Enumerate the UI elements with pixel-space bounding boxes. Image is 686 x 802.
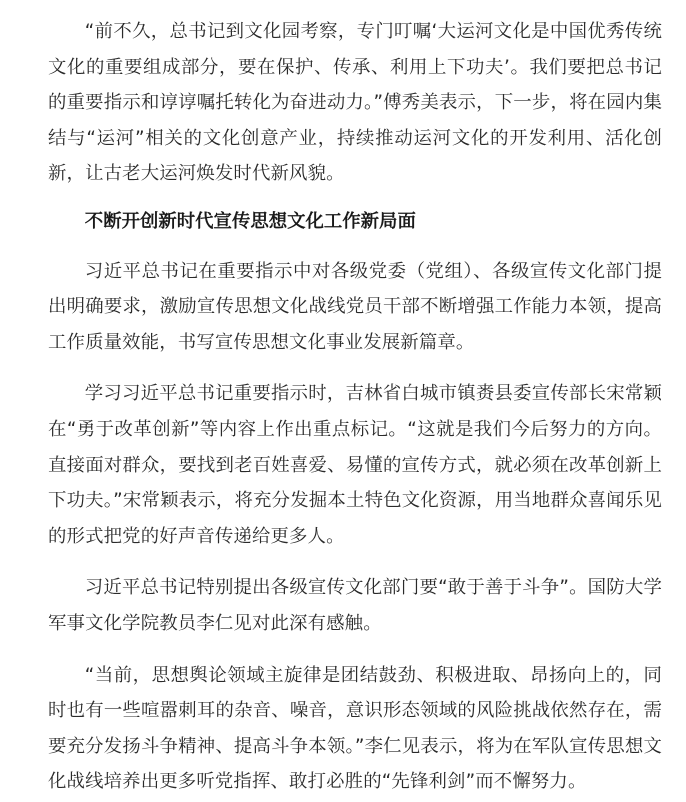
paragraph-3: 学习习近平总书记重要指示时，吉林省白城市镇赉县委宣传部长宋常颖在“勇于改革创新”等内容上作出重点标记。“这就是我们今后努力的方向。直接面对群众，要找到老百姓喜爱、易懂的宣传方式，就必须在改革创新上下功夫。”宋常颖表示，将充分发掘本土特色文化资源，用当地群众喜闻乐见的形式把党的好声音传递给更多人。	[48, 383, 662, 547]
article-body	[48, 14, 662, 800]
paragraph-5: “当前，思想舆论领域主旋律是团结鼓劲、积极进取、昂扬向上的，同时也有一些喧嚣刺耳的杂音、噪音，意识形态领域的风险挑战依然存在，需要充分发扬斗争精神、提高斗争本领。”李仁见表示，将为在军队宣传思想文化战线培养出更多听党指挥、敢打必胜的“先锋利剑”而不懈努力。	[48, 664, 662, 793]
section-heading: 不断开创新时代宣传思想文化工作新局面	[84, 210, 416, 232]
paragraph-2: 习近平总书记在重要指示中对各级党委（党组）、各级宣传文化部门提出明确要求，激励宣传思想文化战线党员干部不断增强工作能力本领，提高工作质量效能，书写宣传思想文化事业发展新篇章。	[48, 260, 662, 353]
paragraph-1: “前不久，总书记到文化园考察，专门叮嘱‘大运河文化是中国优秀传统文化的重要组成部分，要在保护、传承、利用上下功夫’。我们要把总书记的重要指示和谆谆嘱托转化为奋进动力。”傅秀美表示，下一步，将在园内集结与“运河”相关的文化创意产业，持续推动运河文化的开发利用、活化创新，让古老大运河焕发时代新风貌。	[48, 21, 662, 185]
paragraph-4: 习近平总书记特别提出各级宣传文化部门要“敢于善于斗争”。国防大学军事文化学院教员李仁见对此深有感触。	[48, 577, 662, 634]
